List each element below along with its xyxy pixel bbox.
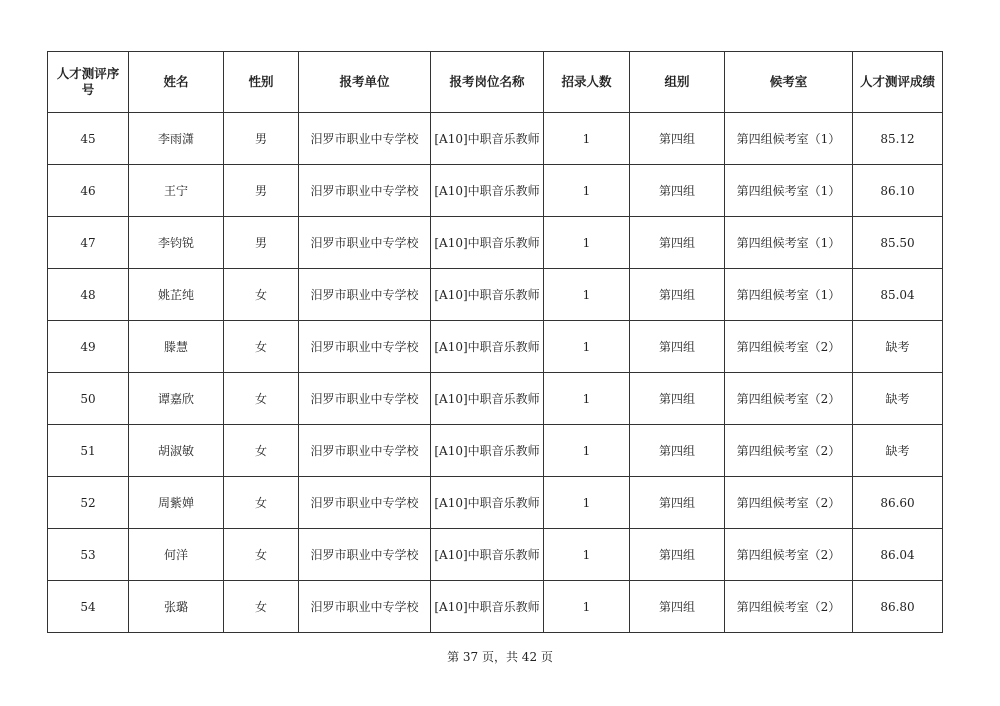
- cell-name: 胡淑敏: [129, 425, 224, 477]
- score-table: [47, 51, 943, 633]
- cell-no: 46: [48, 165, 129, 217]
- cell-room: 第四组候考室（2）: [725, 373, 853, 425]
- cell-quota: 1: [544, 321, 630, 373]
- cell-position: [A10]中职音乐教师: [431, 217, 544, 269]
- cell-score: 86.60: [853, 477, 943, 529]
- header-row: [48, 52, 943, 113]
- cell-room: 第四组候考室（2）: [725, 477, 853, 529]
- cell-unit: 汨罗市职业中专学校: [299, 165, 431, 217]
- cell-score: 86.04: [853, 529, 943, 581]
- cell-group: 第四组: [630, 477, 725, 529]
- cell-position: [A10]中职音乐教师: [431, 477, 544, 529]
- table-row: [48, 113, 943, 165]
- cell-room: 第四组候考室（2）: [725, 529, 853, 581]
- cell-group: 第四组: [630, 529, 725, 581]
- cell-unit: 汨罗市职业中专学校: [299, 529, 431, 581]
- cell-gender: 女: [224, 581, 299, 633]
- header-name: 姓名: [129, 52, 224, 113]
- cell-position: [A10]中职音乐教师: [431, 165, 544, 217]
- cell-group: 第四组: [630, 113, 725, 165]
- table-row: [48, 581, 943, 633]
- table-row: [48, 425, 943, 477]
- header-gender: 性别: [224, 52, 299, 113]
- cell-room: 第四组候考室（2）: [725, 425, 853, 477]
- cell-no: 53: [48, 529, 129, 581]
- cell-score: 85.50: [853, 217, 943, 269]
- cell-unit: 汨罗市职业中专学校: [299, 373, 431, 425]
- table-row: [48, 321, 943, 373]
- cell-group: 第四组: [630, 425, 725, 477]
- header-unit: 报考单位: [299, 52, 431, 113]
- cell-score: 86.10: [853, 165, 943, 217]
- header-score: 人才测评成绩: [853, 52, 943, 113]
- cell-name: 滕慧: [129, 321, 224, 373]
- cell-room: 第四组候考室（1）: [725, 217, 853, 269]
- cell-name: 李雨潇: [129, 113, 224, 165]
- table-row: [48, 373, 943, 425]
- cell-room: 第四组候考室（1）: [725, 165, 853, 217]
- cell-score: 85.04: [853, 269, 943, 321]
- header-position: 报考岗位名称: [431, 52, 544, 113]
- cell-quota: 1: [544, 581, 630, 633]
- cell-score: 缺考: [853, 425, 943, 477]
- cell-unit: 汨罗市职业中专学校: [299, 321, 431, 373]
- cell-position: [A10]中职音乐教师: [431, 321, 544, 373]
- cell-room: 第四组候考室（2）: [725, 321, 853, 373]
- cell-name: 姚芷纯: [129, 269, 224, 321]
- cell-unit: 汨罗市职业中专学校: [299, 113, 431, 165]
- cell-room: 第四组候考室（2）: [725, 581, 853, 633]
- table-row: [48, 269, 943, 321]
- cell-group: 第四组: [630, 165, 725, 217]
- cell-position: [A10]中职音乐教师: [431, 269, 544, 321]
- cell-quota: 1: [544, 113, 630, 165]
- cell-quota: 1: [544, 477, 630, 529]
- cell-group: 第四组: [630, 373, 725, 425]
- cell-quota: 1: [544, 425, 630, 477]
- cell-gender: 女: [224, 269, 299, 321]
- header-quota: 招录人数: [544, 52, 630, 113]
- cell-name: 王宁: [129, 165, 224, 217]
- cell-position: [A10]中职音乐教师: [431, 529, 544, 581]
- cell-quota: 1: [544, 217, 630, 269]
- header-group: 组别: [630, 52, 725, 113]
- table-row: [48, 217, 943, 269]
- cell-gender: 女: [224, 321, 299, 373]
- cell-gender: 女: [224, 425, 299, 477]
- cell-group: 第四组: [630, 217, 725, 269]
- cell-gender: 男: [224, 217, 299, 269]
- cell-quota: 1: [544, 373, 630, 425]
- cell-no: 49: [48, 321, 129, 373]
- header-no: 人才测评序号: [48, 52, 129, 113]
- cell-name: 何洋: [129, 529, 224, 581]
- cell-room: 第四组候考室（1）: [725, 113, 853, 165]
- cell-no: 51: [48, 425, 129, 477]
- header-room: 候考室: [725, 52, 853, 113]
- cell-gender: 女: [224, 529, 299, 581]
- cell-room: 第四组候考室（1）: [725, 269, 853, 321]
- cell-score: 85.12: [853, 113, 943, 165]
- cell-score: 缺考: [853, 321, 943, 373]
- cell-name: 张璐: [129, 581, 224, 633]
- cell-no: 47: [48, 217, 129, 269]
- cell-no: 54: [48, 581, 129, 633]
- cell-gender: 女: [224, 477, 299, 529]
- cell-quota: 1: [544, 165, 630, 217]
- cell-quota: 1: [544, 529, 630, 581]
- cell-no: 45: [48, 113, 129, 165]
- cell-no: 50: [48, 373, 129, 425]
- page-footer: 第 37 页，共 42 页: [447, 650, 553, 664]
- cell-unit: 汨罗市职业中专学校: [299, 269, 431, 321]
- cell-gender: 男: [224, 165, 299, 217]
- cell-unit: 汨罗市职业中专学校: [299, 425, 431, 477]
- cell-no: 52: [48, 477, 129, 529]
- cell-quota: 1: [544, 269, 630, 321]
- cell-unit: 汨罗市职业中专学校: [299, 581, 431, 633]
- cell-group: 第四组: [630, 321, 725, 373]
- table-row: [48, 165, 943, 217]
- table-body: [48, 113, 943, 633]
- table-row: [48, 529, 943, 581]
- cell-position: [A10]中职音乐教师: [431, 373, 544, 425]
- cell-score: 86.80: [853, 581, 943, 633]
- cell-group: 第四组: [630, 581, 725, 633]
- cell-score: 缺考: [853, 373, 943, 425]
- cell-name: 李钧锐: [129, 217, 224, 269]
- cell-no: 48: [48, 269, 129, 321]
- cell-name: 谭嘉欣: [129, 373, 224, 425]
- cell-position: [A10]中职音乐教师: [431, 113, 544, 165]
- cell-unit: 汨罗市职业中专学校: [299, 217, 431, 269]
- cell-position: [A10]中职音乐教师: [431, 425, 544, 477]
- table-row: [48, 477, 943, 529]
- cell-gender: 男: [224, 113, 299, 165]
- cell-gender: 女: [224, 373, 299, 425]
- cell-name: 周紫婵: [129, 477, 224, 529]
- cell-unit: 汨罗市职业中专学校: [299, 477, 431, 529]
- cell-position: [A10]中职音乐教师: [431, 581, 544, 633]
- cell-group: 第四组: [630, 269, 725, 321]
